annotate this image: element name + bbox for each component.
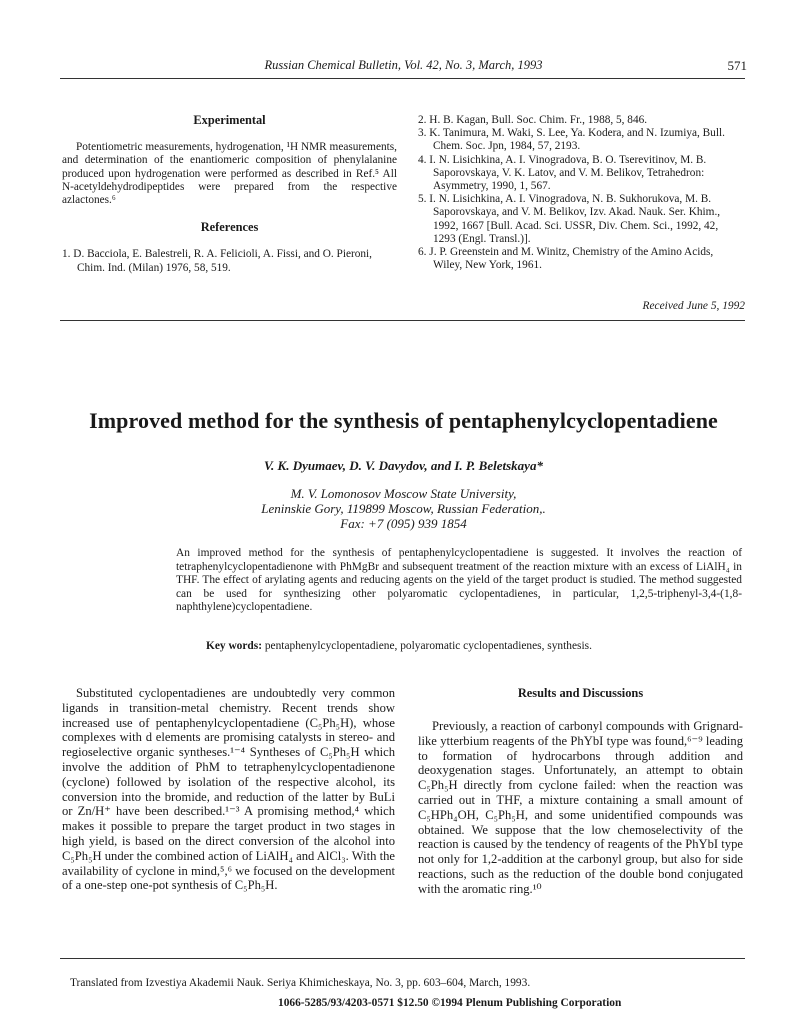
top-rule: [60, 78, 745, 79]
running-head: Russian Chemical Bulletin, Vol. 42, No. 3, March, 1993: [264, 58, 543, 72]
intro-paragraph: Substituted cyclopentadienes are undoubtedly very common ligands in transition-metal chemistry. Recent trends show increased use of pentaphenylcyclopentadiene (C₅Ph₅H), whose complexes with d elements are promising catalysts in stereo- and regioselective organic syntheses.¹⁻⁴ Syntheses of C₅Ph₅H which involve the addition of PhM to tetraphenylcyclopentadienone (cyclone) followed by isolation of the respective alcohol, its conversion into the bromide, and reduction of the latter by BuLi or Zn/H⁺ have been described.¹⁻³ A promising method,⁴ which makes it possible to prepare the target product in two stages in high yield, is based on the direct conversion of the alcohol into C₅Ph₅H under the combined action of LiAlH₄ and AlCl₃. With the availability of cyclone in mind,⁵,⁶ we focused on the development of a one-step one-pot synthesis of C₅Ph₅H.: [62, 686, 395, 893]
references-list-continued: [418, 114, 743, 272]
results-paragraph: Previously, a reaction of carbonyl compounds with Grignard-like ytterbium reagents of the PhYbI type was found,⁶⁻⁹ leading to formation of hydrocarbons through addition and deoxygenation stages. Unfortunately, an attempt to obtain C₅Ph₅H directly from cyclone failed: when the reaction was carried out in THF, a mixture containing a small amount of C₅HPh₄OH, C₅Ph₅H, and some unidentified compounds was obtained. We suppose that the low chemoselectivity of the reaction is caused by the tendency of reagents of the PhYbI type not only for 1,2-addition at the carbonyl group, but also for side reactions, such as the reduction of the double bond conjugated with the aromatic ring.¹⁰: [418, 719, 743, 896]
affiliation: [0, 486, 807, 531]
reference-item: 1. D. Bacciola, E. Balestreli, R. A. Felicioli, A. Fissi, and O. Pieroni, Chim. Ind. (Milan) 1976, 58, 519.: [62, 248, 373, 274]
reference-item: 4. I. N. Lisichkina, A. I. Vinogradova, B. O. Tserevitinov, M. B. Saporovskaya, V. K. Latov, and V. M. Belikov, Tetrahedron: Asymmetry, 1990, 1, 567.: [418, 153, 707, 193]
abstract: An improved method for the synthesis of pentaphenylcyclopentadiene is suggested. It involves the reaction of tetraphenylcyclopentadienone with PhMgBr and subsequent treatment of the reaction mixture with an excess of LiAlH₄ in THF. The effect of arylating agents and reducing agents on the yield of the target product is studied. The method suggested can be used for synthesizing other polyaromatic cyclopentadienes, in particular, 1,2,5-triphenyl-3,4-(1,8-naphthylene)cyclopentadiene.: [176, 547, 742, 614]
footer-rule: [60, 958, 745, 959]
keywords: [206, 640, 592, 652]
separator-rule: [60, 320, 745, 321]
affiliation-fax: Fax: +7 (095) 939 1854: [340, 516, 467, 531]
experimental-section: [62, 114, 397, 275]
article-authors: V. K. Dyumaev, D. V. Davydov, and I. P. Beletskaya*: [264, 458, 543, 473]
reference-item: 5. I. N. Lisichkina, A. I. Vinogradova, N. B. Sukhorukova, M. B. Saporovskaya, and V. M. Belikov, Izv. Akad. Nauk. Ser. Khim., 1992, 1667 [Bull. Acad. Sci. USSR, Div. Chem. Sci., 1992, 42, 1293 (Engl. Transl.)].: [418, 193, 721, 245]
reference-item: 2. H. B. Kagan, Bull. Soc. Chim. Fr., 1988, 5, 846.: [418, 114, 648, 126]
references-heading: References: [200, 220, 259, 235]
article-title: Improved method for the synthesis of pentaphenylcyclopentadiene: [89, 408, 718, 433]
results-heading: Results and Discussions: [517, 686, 644, 700]
translation-note: Translated from Izvestiya Akademii Nauk. Seriya Khimicheskaya, No. 3, pp. 603–604, March, 1993.: [70, 977, 531, 989]
received-date: Received June 5, 1992: [642, 300, 745, 312]
reference-item: 6. J. P. Greenstein and M. Winitz, Chemistry of the Amino Acids, Wiley, New York, 1961.: [418, 246, 714, 272]
experimental-heading: Experimental: [193, 113, 266, 127]
reference-item: 3. K. Tanimura, M. Waki, S. Lee, Ya. Kodera, and N. Izumiya, Bull. Chem. Soc. Jpn, 1984, 57, 2193.: [418, 127, 725, 153]
keywords-label: Key words:: [206, 640, 262, 652]
page-number: 571: [727, 58, 747, 73]
affiliation-line: M. V. Lomonosov Moscow State University,: [290, 486, 517, 501]
affiliation-line: Leninskie Gory, 119899 Moscow, Russian Federation,.: [261, 501, 546, 516]
keywords-text: pentaphenylcyclopentadiene, polyaromatic cyclopentadienes, synthesis.: [264, 640, 592, 652]
publication-code: 1066-5285/93/4203-0571 $12.50 ©1994 Plenum Publishing Corporation: [278, 997, 622, 1009]
experimental-text: Potentiometric measurements, hydrogenation, ¹H NMR measurements, and determination of the enantiomeric composition of phenylalanine produced upon hydrogenation were performed as described in Ref.⁵ All N-acetyldehydrodipeptides were prepared from the respective azlactones.⁶: [62, 141, 397, 207]
